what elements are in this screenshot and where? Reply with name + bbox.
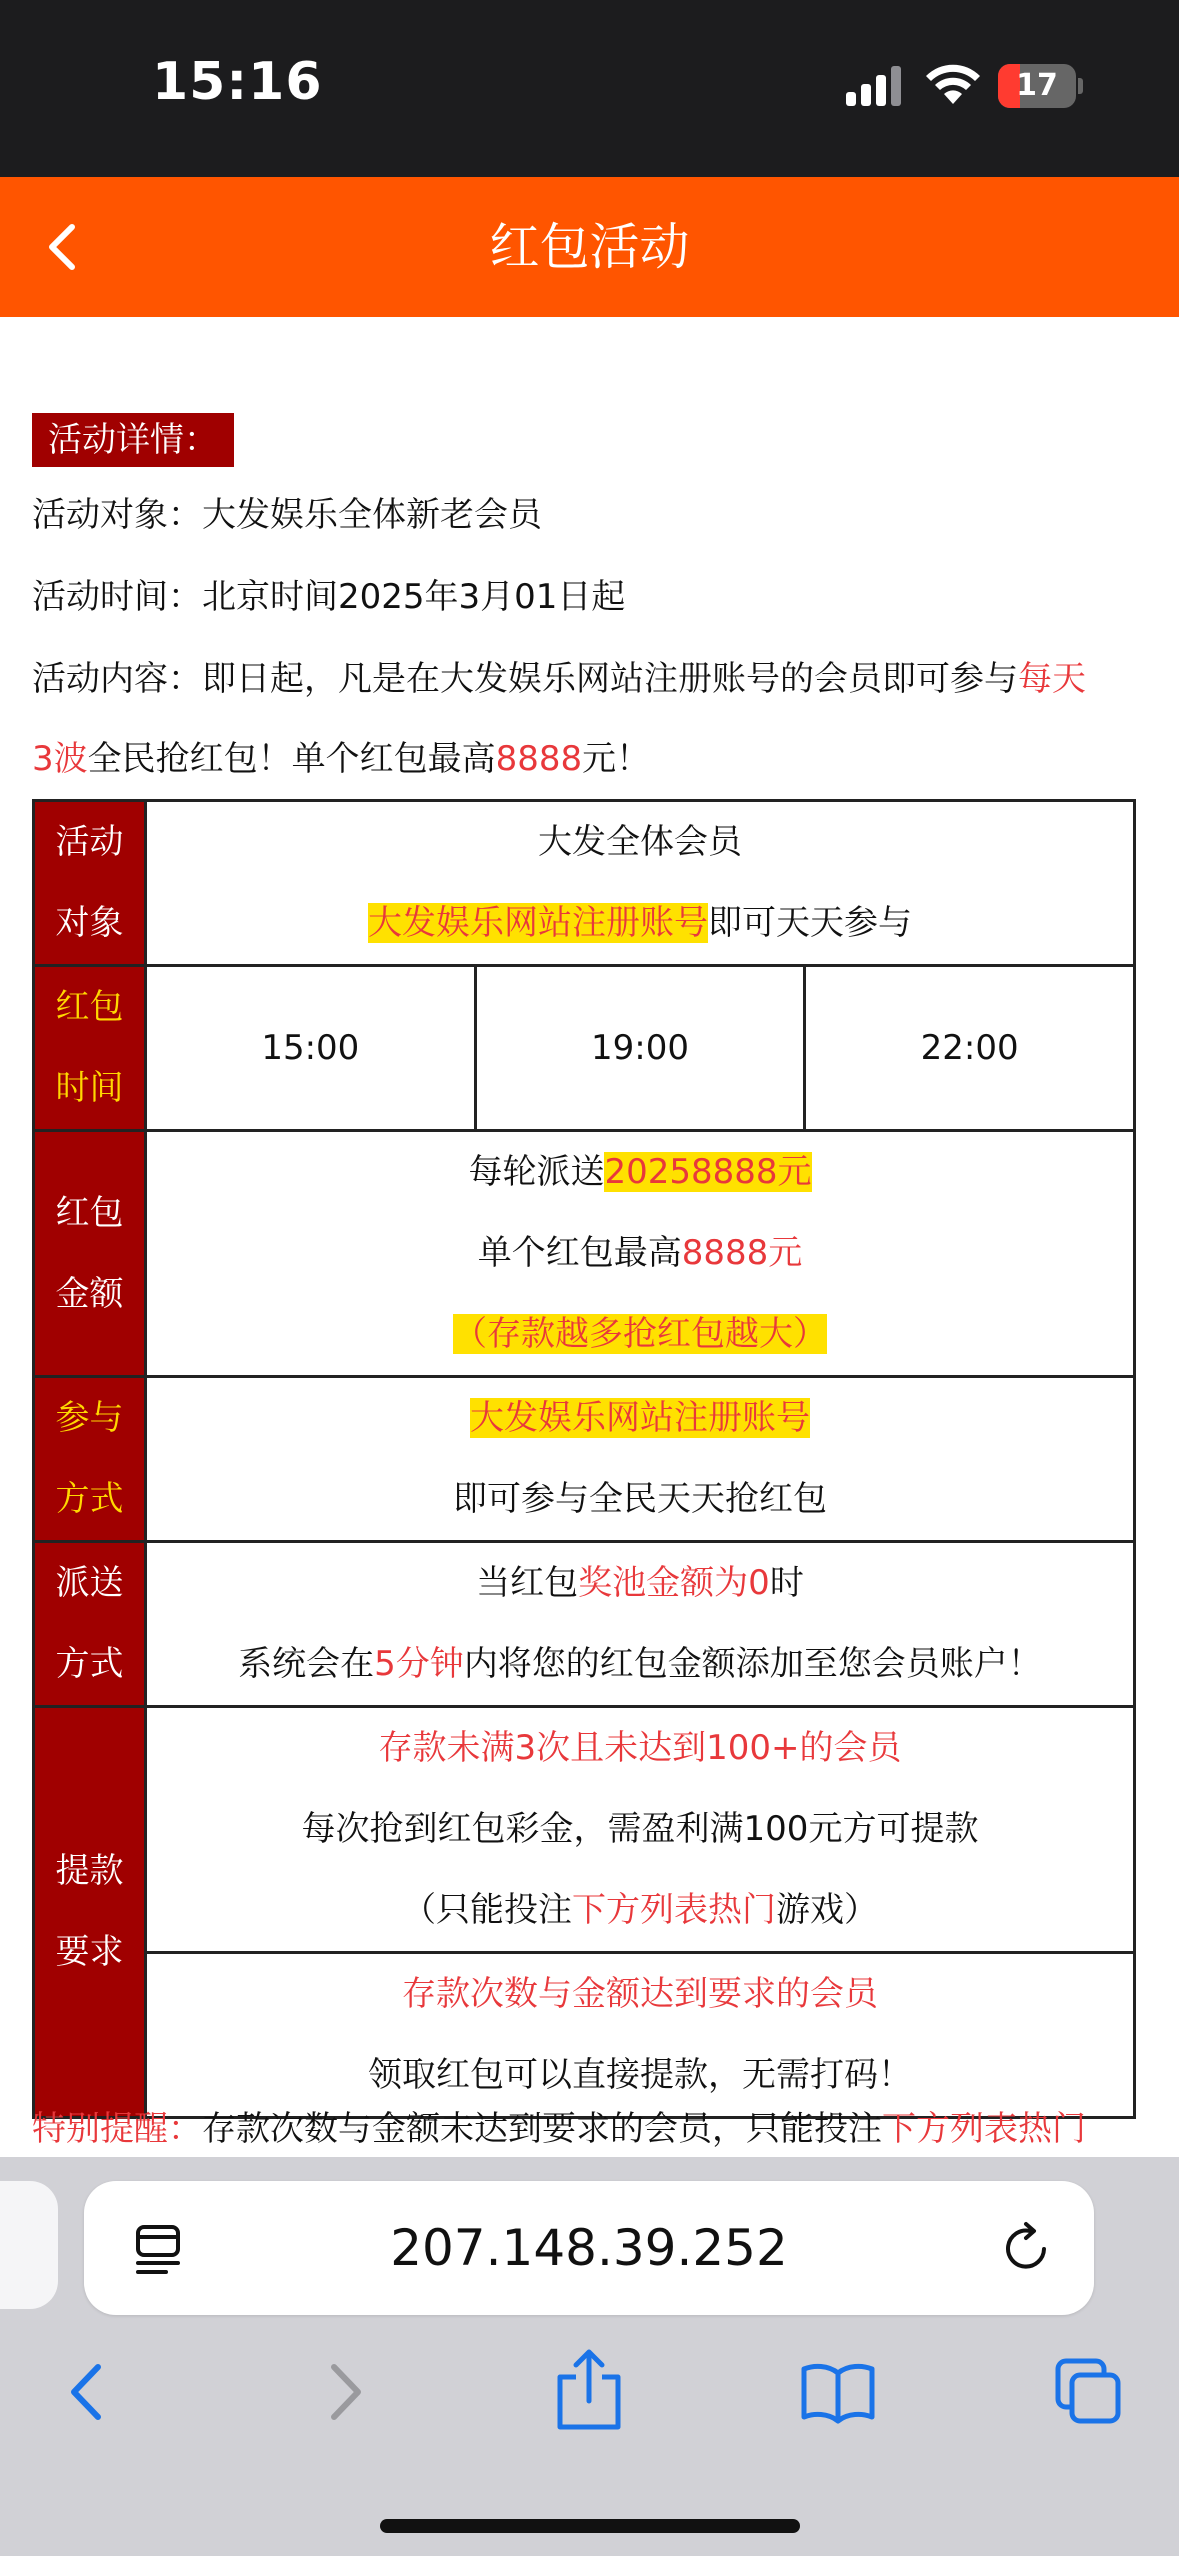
- content-line-2: 3波全民抢红包！单个红包最高8888元！: [32, 739, 651, 779]
- time-slot: 22:00: [805, 966, 1135, 1131]
- method-cell: 大发娱乐网站注册账号 即可参与全民天天抢红包: [146, 1377, 1135, 1542]
- address-bar[interactable]: [84, 2181, 1094, 2315]
- details-label: 活动详情：: [32, 413, 234, 467]
- back-icon[interactable]: [60, 2357, 116, 2427]
- table-row: [34, 1131, 1135, 1377]
- target-cell: 大发全体会员 大发娱乐网站注册账号即可天天参与: [146, 801, 1135, 966]
- special-reminder: 特别提醒：存款次数与金额未达到要求的会员，只能投注下方列表热门: [32, 2109, 1086, 2149]
- row-head-target: 活动 对象: [34, 801, 146, 966]
- table-row: [34, 966, 1135, 1131]
- target-line: 活动对象：大发娱乐全体新老会员: [32, 495, 542, 535]
- table-row: [34, 1377, 1135, 1542]
- row-head-method: 参与 方式: [34, 1377, 146, 1542]
- row-head-time: 红包 时间: [34, 966, 146, 1131]
- withdraw-cell-a: 存款未满3次且未达到100+的会员 每次抢到红包彩金，需盈利满100元方可提款 （只能投注下方列表热门游戏）: [146, 1707, 1135, 1953]
- battery-icon: [998, 64, 1076, 108]
- wifi-icon: [925, 60, 981, 104]
- share-icon[interactable]: [554, 2347, 624, 2431]
- amount-cell: 每轮派送20258888元 单个红包最高8888元 （存款越多抢红包越大）: [146, 1131, 1135, 1377]
- status-time: 15:16: [152, 52, 323, 112]
- browser-toolbar: [0, 2157, 1179, 2556]
- withdraw-cell-b: 存款次数与金额达到要求的会员 领取红包可以直接提款，无需打码！: [146, 1953, 1135, 2118]
- status-bar: [0, 0, 1179, 177]
- table-row: [34, 801, 1135, 966]
- content-line-1: 活动内容：即日起，凡是在大发娱乐网站注册账号的会员即可参与每天: [32, 659, 1086, 699]
- tabs-icon[interactable]: [1054, 2357, 1124, 2427]
- bookmarks-icon[interactable]: [800, 2357, 876, 2427]
- nav-bar: [0, 177, 1179, 317]
- delivery-cell: 当红包奖池金额为0时 系统会在5分钟内将您的红包金额添加至您会员账户！: [146, 1542, 1135, 1707]
- row-head-amount: 红包 金额: [34, 1131, 146, 1377]
- activity-content: [0, 317, 1179, 2157]
- page-title: 红包活动: [489, 218, 690, 276]
- url-text: 207.148.39.252: [390, 2219, 788, 2277]
- cellular-signal-icon: [846, 66, 906, 106]
- reload-icon[interactable]: [1000, 2221, 1054, 2275]
- time-slot: 19:00: [475, 966, 805, 1131]
- home-indicator: [380, 2519, 800, 2533]
- table-row: [34, 1707, 1135, 1953]
- time-line: 活动时间：北京时间2025年3月01日起: [32, 577, 626, 617]
- table-row: [34, 1953, 1135, 2118]
- row-head-delivery: 派送 方式: [34, 1542, 146, 1707]
- table-row: [34, 1542, 1135, 1707]
- battery-level: 17: [1016, 68, 1058, 103]
- previous-tab-peek[interactable]: [0, 2181, 58, 2309]
- rules-table: [32, 799, 1136, 2119]
- time-slot: 15:00: [146, 966, 476, 1131]
- forward-icon[interactable]: [316, 2357, 372, 2427]
- row-head-withdraw: 提款 要求: [34, 1707, 146, 2118]
